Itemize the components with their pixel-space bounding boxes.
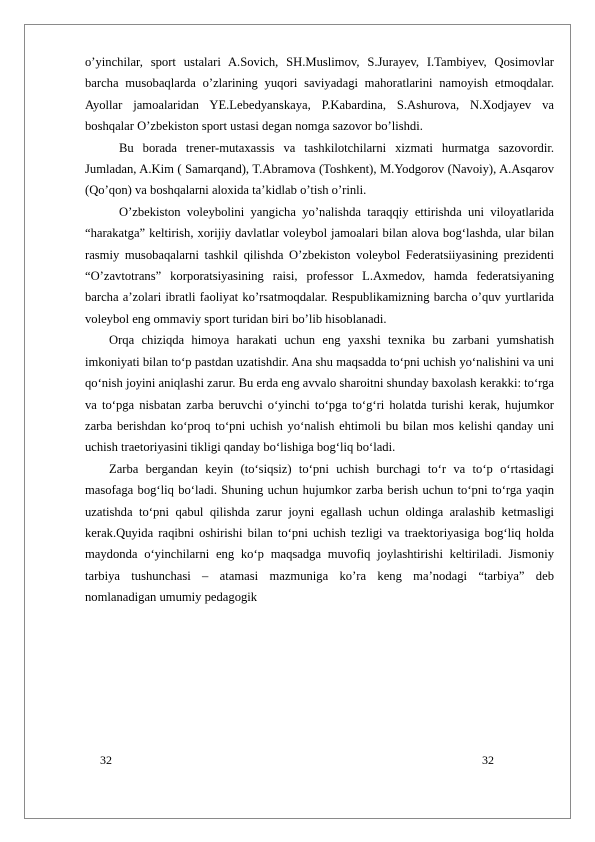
paragraph-4: Orqa chiziqda himoya harakati uchun eng yaxshi texnika bu zarbani yumshatish imkoniyati bilan to‘p pastdan uzatishdir. Ana shu maqsadda to‘pni uchish yo‘nalishini va uni qo‘nish joyini aniqlashi zarur. Bu erda eng avvalo sharoitni shunday baxolash kerakki: to‘rga va to‘pga nisbatan zarba beruvchi o‘yinchi to‘pga to‘g‘ri holatda turishi kerak, hujumkor zarba berishdan ko‘proq to‘pni uchish yo‘nalish ehtimoli bu bilan mos kelishi qanday uni uchish traetoriyasini tikligi qanday bo‘lishiga bog‘liq bo‘ladi.	[85, 333, 554, 455]
page-number-right: 32	[482, 753, 494, 767]
document-body	[85, 52, 554, 609]
page-number-left: 32	[100, 753, 112, 767]
paragraph-2: Bu borada trener-mutaxassis va tashkilotchilarni xizmati hurmatga sazovordir. Jumladan, A.Kim ( Samarqand), T.Abramova (Toshkent), M.Yodgorov (Navoiy), A.Asqarov (Qo’qon) va boshqalarni aloxida ta’kidlab o’tish o’rinli.	[85, 140, 554, 198]
paragraph-5: Zarba bergandan keyin (to‘siqsiz) to‘pni uchish burchagi to‘r va to‘p o‘rtasidagi masofaga bog‘liq bo‘ladi. Shuning uchun hujumkor zarba berish uchun to‘pni to‘rga yaqin uzatishda to‘pni qabul qilishda zarur joyni egallash uchun oldinga aralashib ketmasligi kerak.Quyida raqibni oshirishi bilan to‘pni uchish tezligi va traektoriyasiga bog‘liq holda maydonda o‘yinchilarni eng ko‘p maqsadga muvofiq joylashtirishi keltiriladi. Jismoniy tarbiya tushunchasi – atamasi mazmuniga ko’ra keng ma’nodagi “tarbiya” deb nomlanadigan umumiy pedagogik	[85, 461, 554, 605]
paragraph-1: o’yinchilar, sport ustalari A.Sovich, SH.Muslimov, S.Jurayev, I.Tambiyev, Qosimovlar barcha musobaqlarda o’zlarining yuqori saviyadagi mahoratlarini namoyish etmoqdalar. Ayollar jamoalaridan YE.Lebedyanskaya, P.Kabardina, S.Ashurova, N.Xodjayev va boshqalar O’zbekiston sport ustasi degan nomga sazovor bo’lishdi.	[85, 55, 554, 134]
paragraph-3: O’zbekiston voleybolini yangicha yo’nalishda taraqqiy ettirishda uni viloyatlarida “harakatga” keltirish, xorijiy davlatlar voleybol jamoalari bilan alova bog‘lashda, ular bilan rasmiy musobaqalarni tashkil qilishda O’zbekiston voleybol Federatsiiyasining prezidenti “O’zavtotrans” korporatsiyasining raisi, professor L.Axmedov, hamda federatsiyaning barcha a’zolari ibratli faoliyat ko’rsatmoqdalar. Respublikamizning barcha o’quv yurtlarida voleybol eng ommaviy sport turidan biri bo’lib hisoblanadi.	[85, 204, 554, 326]
